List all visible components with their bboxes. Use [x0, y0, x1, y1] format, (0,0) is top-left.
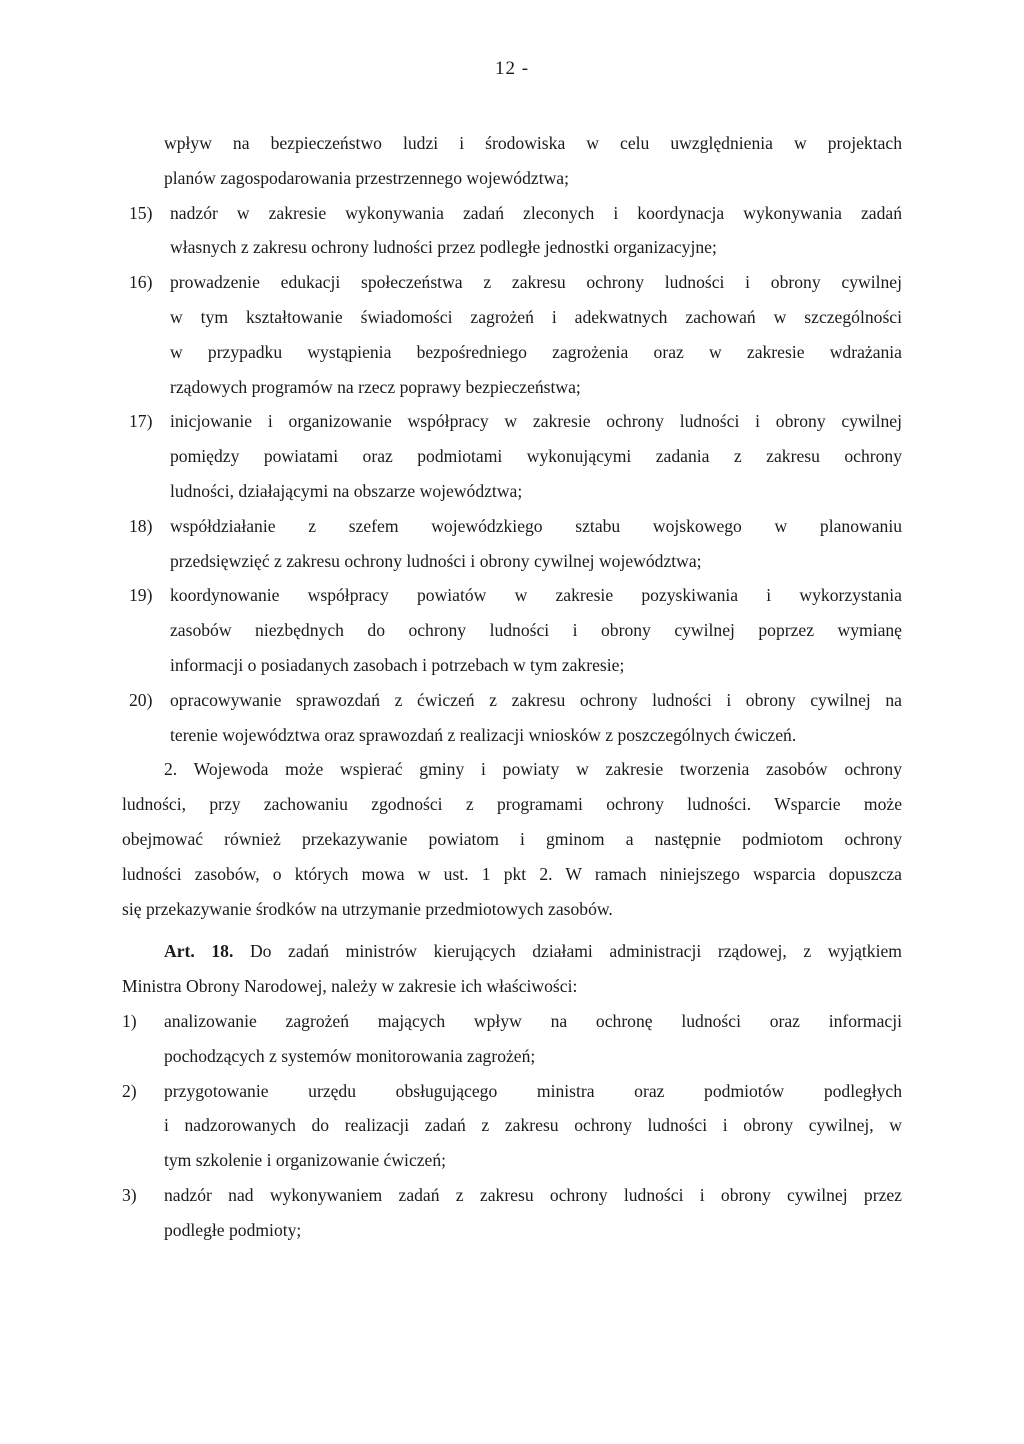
- list-item-16: [122, 265, 902, 404]
- text-line: tym szkolenie i organizowanie ćwiczeń;: [164, 1150, 447, 1171]
- text-line: i nadzorowanych do realizacji zadań z zakresu ochrony ludności i obrony cywilnej, w: [164, 1115, 902, 1136]
- text-line: inicjowanie i organizowanie współpracy w zakresie ochrony ludności i obrony cywilnej: [170, 411, 902, 432]
- item-number: 1): [122, 1010, 137, 1031]
- text-line: pochodzących z systemów monitorowania zagrożeń;: [164, 1045, 536, 1066]
- text-line: wpływ na bezpieczeństwo ludzi i środowiska w celu uwzględnienia w projektach: [164, 133, 902, 153]
- item-number: 18): [129, 515, 153, 536]
- text-line: własnych z zakresu ochrony ludności przez podległe jednostki organizacyjne;: [170, 237, 717, 258]
- list-item-15: [122, 196, 902, 266]
- text-line: 2. Wojewoda może wspierać gminy i powiaty w zakresie tworzenia zasobów ochrony: [164, 759, 902, 780]
- list-item-2: [122, 1074, 902, 1178]
- text-line: planów zagospodarowania przestrzennego województwa;: [164, 167, 569, 188]
- text-line: współdziałanie z szefem wojewódzkiego sztabu wojskowego w planowaniu: [170, 515, 902, 536]
- section-2-paragraph: [122, 752, 902, 926]
- intro-paragraph: [122, 126, 902, 196]
- text-line: w tym kształtowanie świadomości zagrożeń i adekwatnych zachowań w szczególności: [170, 306, 902, 327]
- text-line: obejmować również przekazywanie powiatom i gminom a następnie podmiotom ochrony: [122, 828, 902, 849]
- text-line: koordynowanie współpracy powiatów w zakresie pozyskiwania i wykorzystania: [170, 585, 902, 606]
- text-line: ludności, działającymi na obszarze województwa;: [170, 480, 523, 501]
- text-line: ludności zasobów, o których mowa w ust. 1 pkt 2. W ramach niniejszego wsparcia dopuszcza: [122, 863, 902, 884]
- text-line: informacji o posiadanych zasobach i potrzebach w tym zakresie;: [170, 654, 625, 675]
- text-line: ludności, przy zachowaniu zgodności z programami ochrony ludności. Wsparcie może: [122, 794, 902, 815]
- list-item-17: [122, 404, 902, 508]
- list-item-3: [122, 1178, 902, 1248]
- item-number: 15): [129, 202, 153, 223]
- item-number: 17): [129, 411, 153, 432]
- list-item-19: [122, 578, 902, 682]
- item-number: 2): [122, 1080, 137, 1101]
- page-number: 12 -: [494, 58, 530, 79]
- text-line: nadzór w zakresie wykonywania zadań zleconych i koordynacja wykonywania zadań: [170, 202, 902, 223]
- article-18: [122, 934, 902, 1004]
- item-number: 20): [129, 689, 153, 710]
- text-line: podległe podmioty;: [164, 1219, 302, 1240]
- item-number: 19): [129, 585, 153, 606]
- list-item-1: [122, 1004, 902, 1074]
- text-line: pomiędzy powiatami oraz podmiotami wykonującymi zadania z zakresu ochrony: [170, 446, 902, 467]
- item-number: 3): [122, 1184, 137, 1205]
- text-line: zasobów niezbędnych do ochrony ludności i obrony cywilnej poprzez wymianę: [170, 620, 902, 641]
- text-line: Ministra Obrony Narodowej, należy w zakresie ich właściwości:: [122, 976, 578, 997]
- list-item-20: [122, 683, 902, 753]
- text-line: się przekazywanie środków na utrzymanie przedmiotowych zasobów.: [122, 898, 613, 919]
- text-line: w przypadku wystąpienia bezpośredniego zagrożenia oraz w zakresie wdrażania: [170, 341, 902, 362]
- text-line: rządowych programów na rzecz poprawy bezpieczeństwa;: [170, 376, 581, 397]
- text-line: analizowanie zagrożeń mających wpływ na ochronę ludności oraz informacji: [164, 1010, 902, 1031]
- text-line: przedsięwzięć z zakresu ochrony ludności i obrony cywilnej województwa;: [170, 550, 702, 571]
- item-number: 16): [129, 272, 153, 293]
- article-18-first-line: [122, 934, 902, 969]
- text-line: przygotowanie urzędu obsługującego ministra oraz podmiotów podległych: [164, 1080, 902, 1101]
- list-item-18: [122, 509, 902, 579]
- text-line: prowadzenie edukacji społeczeństwa z zakresu ochrony ludności i obrony cywilnej: [170, 272, 902, 293]
- text-line: opracowywanie sprawozdań z ćwiczeń z zakresu ochrony ludności i obrony cywilnej na: [170, 689, 902, 710]
- text-line: nadzór nad wykonywaniem zadań z zakresu ochrony ludności i obrony cywilnej przez: [164, 1184, 902, 1205]
- article-text: Do zadań ministrów kierujących działami administracji rządowej, z wyjątkiem: [233, 941, 902, 962]
- article-label: Art. 18.: [164, 941, 234, 962]
- document-body: [122, 126, 902, 1248]
- text-line: terenie województwa oraz sprawozdań z realizacji wniosków z poszczególnych ćwiczeń.: [170, 724, 797, 745]
